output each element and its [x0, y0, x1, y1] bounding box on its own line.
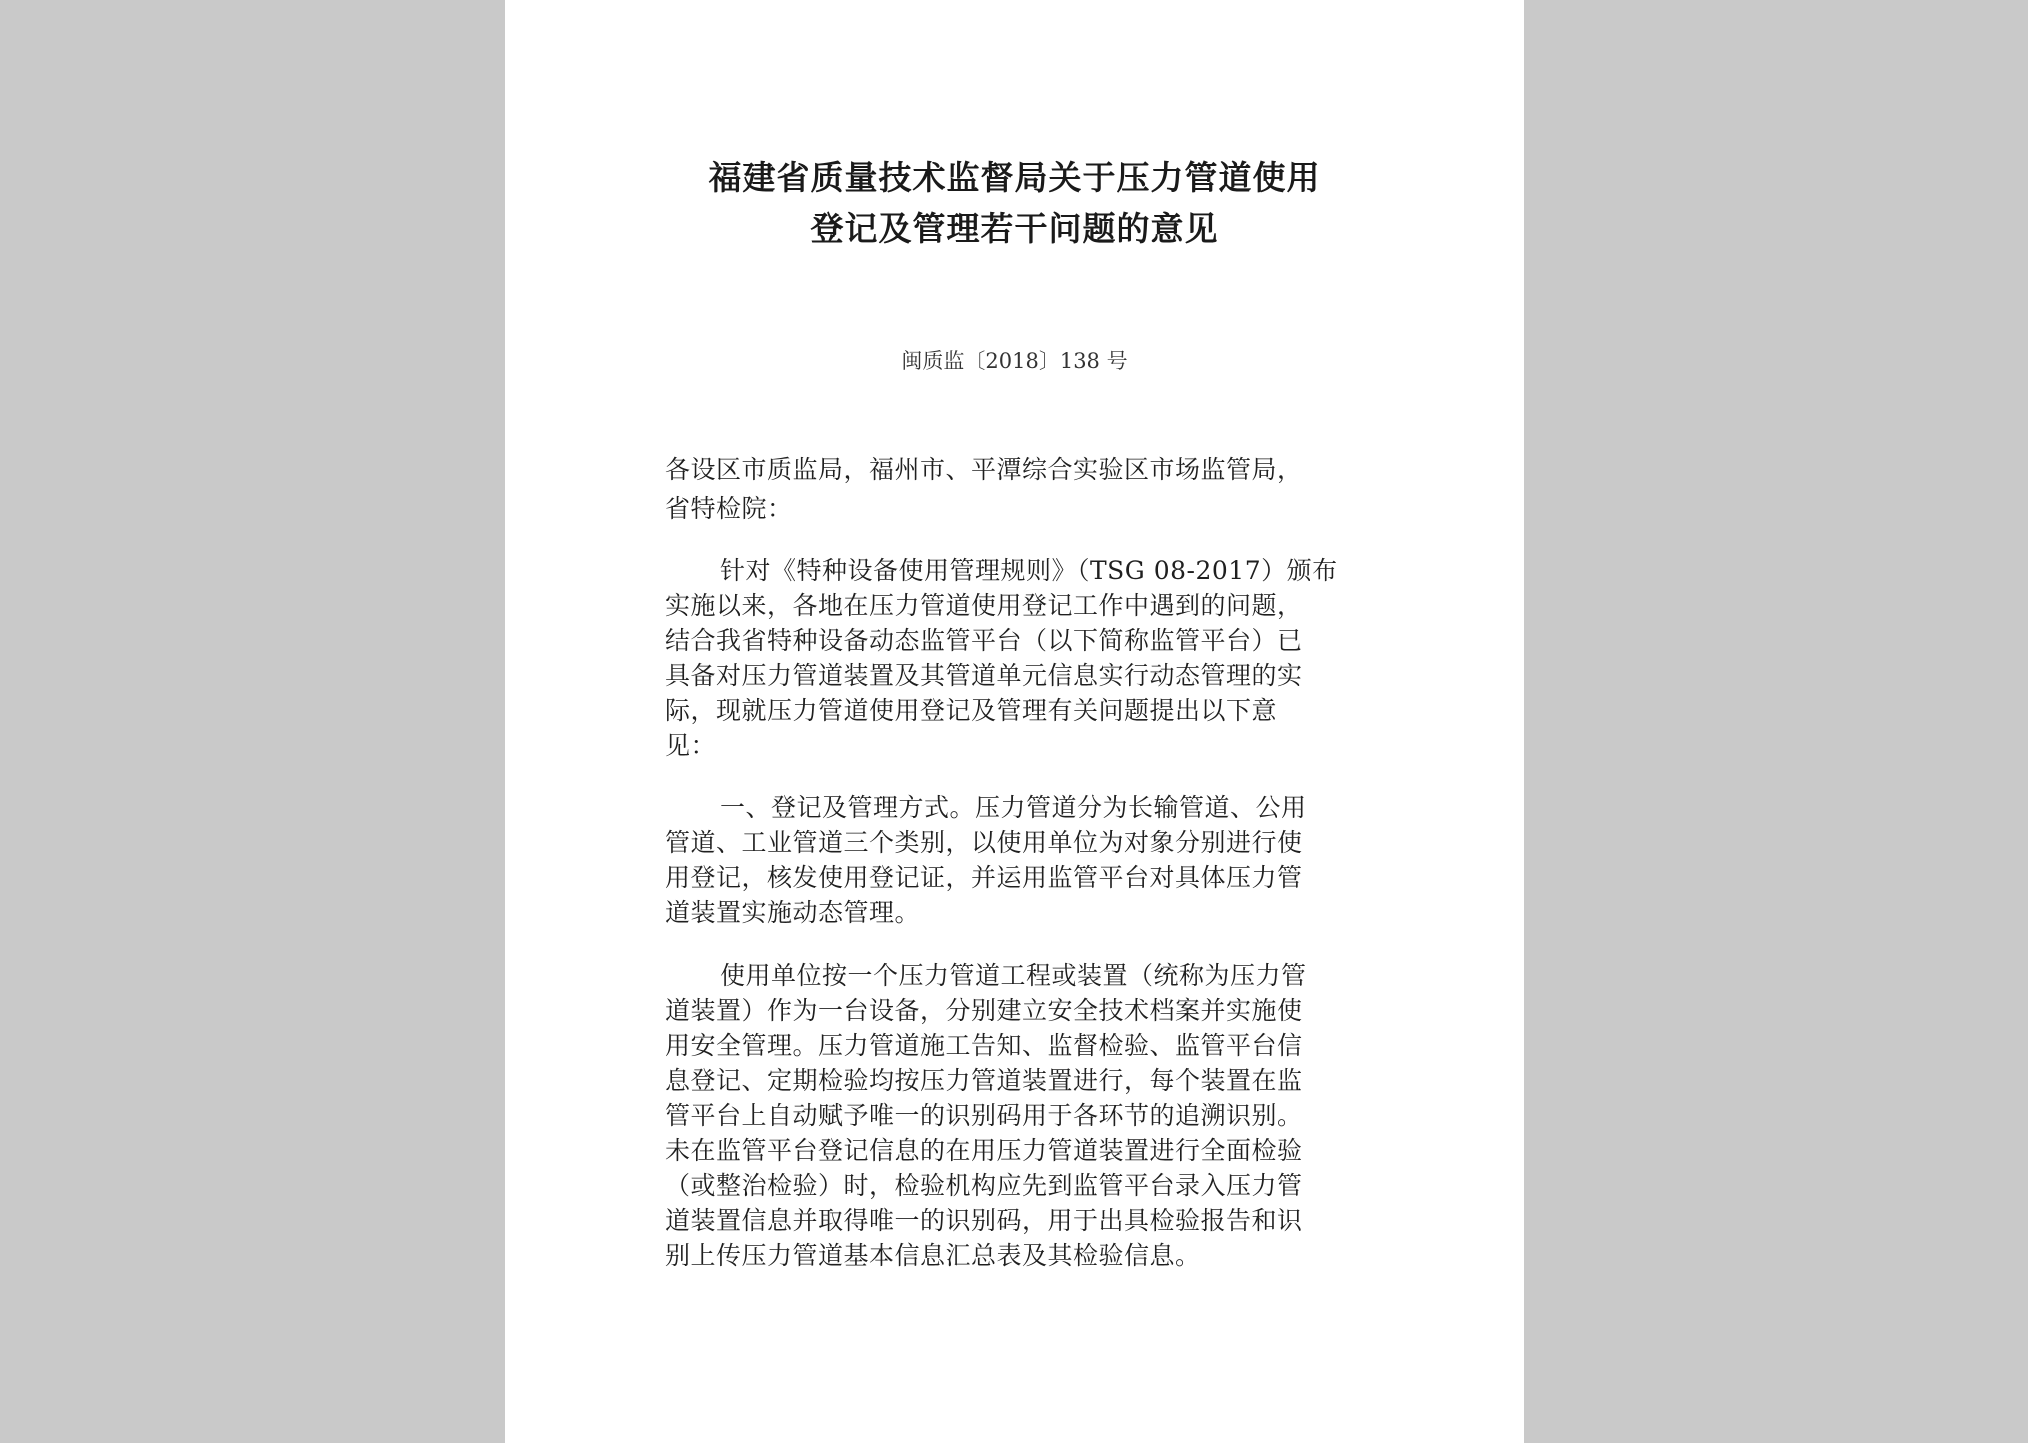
- paragraph-line: 用登记，核发使用登记证，并运用监管平台对具体压力管: [665, 863, 1303, 892]
- paragraph-line: 管道、工业管道三个类别，以使用单位为对象分别进行使: [665, 828, 1303, 857]
- paragraph-line: 别上传压力管道基本信息汇总表及其检验信息。: [665, 1241, 1201, 1270]
- paragraph-line: 针对《特种设备使用管理规则》（TSG 08-2017）颁布: [720, 556, 1338, 585]
- document-title-line-1: 福建省质量技术监督局关于压力管道使用: [708, 158, 1321, 197]
- paragraph-line: 用安全管理。压力管道施工告知、监督检验、监管平台信: [665, 1031, 1303, 1060]
- document-page: [505, 0, 1524, 1443]
- addressee-line: 各设区市质监局，福州市、平潭综合实验区市场监管局，: [665, 455, 1303, 484]
- paragraph-line: 一、登记及管理方式。压力管道分为长输管道、公用: [720, 793, 1307, 822]
- paragraph-line: （或整治检验）时，检验机构应先到监管平台录入压力管: [665, 1171, 1303, 1200]
- addressee-line: 省特检院：: [665, 494, 793, 523]
- paragraph-line: 管平台上自动赋予唯一的识别码用于各环节的追溯识别。: [665, 1101, 1303, 1130]
- paragraph-line: 道装置实施动态管理。: [665, 898, 921, 927]
- paragraph-line: 结合我省特种设备动态监管平台（以下简称监管平台）已: [665, 626, 1303, 655]
- paragraph-line: 际，现就压力管道使用登记及管理有关问题提出以下意: [665, 696, 1278, 725]
- paragraph-line: 具备对压力管道装置及其管道单元信息实行动态管理的实: [665, 661, 1303, 690]
- paragraph-line: 息登记、定期检验均按压力管道装置进行，每个装置在监: [665, 1066, 1303, 1095]
- paragraph-line: 实施以来，各地在压力管道使用登记工作中遇到的问题，: [665, 591, 1303, 620]
- document-title-line-2: 登记及管理若干问题的意见: [810, 209, 1219, 248]
- paragraph-line: 见：: [665, 731, 717, 760]
- paragraph-line: 道装置信息并取得唯一的识别码，用于出具检验报告和识: [665, 1206, 1303, 1235]
- document-number: 闽质监〔2018〕138 号: [901, 349, 1128, 373]
- paragraph-line: 道装置）作为一台设备，分别建立安全技术档案并实施使: [665, 996, 1303, 1025]
- paragraph-line: 使用单位按一个压力管道工程或装置（统称为压力管: [720, 961, 1307, 990]
- paragraph-line: 未在监管平台登记信息的在用压力管道装置进行全面检验: [665, 1136, 1303, 1165]
